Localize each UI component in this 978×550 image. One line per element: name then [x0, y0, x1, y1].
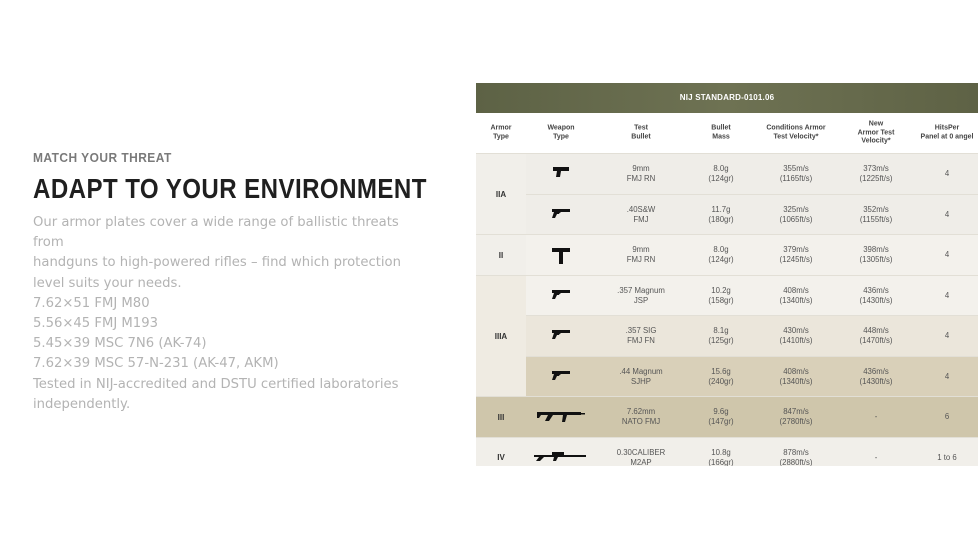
bullet-mass-cell: 10.2g (158gr): [708, 285, 734, 305]
submachine-gun-icon: [526, 247, 596, 263]
conditions-velocity-cell: 408m/s (1340ft/s): [779, 366, 813, 386]
eyebrow-label: MATCH YOUR THREAT: [33, 150, 172, 165]
intro-copy: [33, 213, 423, 415]
new-velocity-cell: 373m/s (1225ft/s): [859, 164, 893, 184]
section-headline: ADAPT TO YOUR ENVIRONMENT: [33, 173, 427, 204]
nij-standard-table: [476, 83, 978, 466]
new-velocity-cell: 436m/s (1430ft/s): [859, 366, 893, 386]
conditions-velocity-cell: 847m/s (2780ft/s): [779, 407, 813, 427]
hits-cell: 4: [944, 169, 950, 179]
armor-type-cell: IIIA: [476, 275, 526, 398]
bullet-mass-cell: 9.6g (147gr): [708, 407, 734, 427]
table-row: [526, 437, 978, 467]
hits-cell: 4: [944, 331, 950, 341]
assault-rifle-icon: [526, 409, 596, 425]
hits-cell: 6: [944, 412, 950, 422]
conditions-velocity-cell: 325m/s (1065ft/s): [779, 204, 813, 224]
bullet-mass-cell: 8.1g (125gr): [708, 326, 734, 346]
intro-line: handguns to high-powered rifles – find which protection: [33, 255, 401, 271]
table-header-row: [476, 113, 978, 153]
test-bullet-cell: .44 Magnum SJHP: [619, 366, 663, 386]
table-row: [526, 194, 978, 236]
bullet-mass-cell: 11.7g (180gr): [708, 204, 734, 224]
new-velocity-cell: 352m/s (1155ft/s): [859, 204, 893, 224]
conditions-velocity-cell: 408m/s (1340ft/s): [779, 285, 813, 305]
revolver-icon: [526, 288, 596, 304]
bullet-mass-cell: 15.6g (240gr): [708, 366, 734, 386]
pistol-icon: [526, 166, 596, 182]
new-velocity-cell: 448m/s (1470ft/s): [859, 326, 893, 346]
new-velocity-cell: 398m/s (1305ft/s): [859, 245, 893, 265]
table-row: [526, 275, 978, 317]
hits-cell: 4: [944, 371, 950, 381]
new-velocity-cell: 436m/s (1430ft/s): [859, 285, 893, 305]
table-row: [526, 396, 978, 438]
bullet-mass-cell: 8.0g (124gr): [708, 164, 734, 184]
hits-cell: 4: [944, 250, 950, 260]
header-bullet-mass: Bullet Mass: [711, 124, 731, 140]
intro-line: level suits your needs.: [33, 275, 182, 291]
intro-line: Our armor plates cover a wide range of ballistic threats from: [33, 215, 399, 251]
test-bullet-cell: .357 SIG FMJ FN: [625, 326, 657, 346]
threat-item: 5.45×39 MSC 7N6 (AK-74): [33, 336, 207, 352]
header-new-velocity: New Armor Test Velocity*: [857, 120, 895, 145]
intro-line: Tested in NIJ-accredited and DSTU certified laboratories: [33, 376, 399, 392]
table-row: [526, 356, 978, 398]
hits-cell: 1 to 6: [937, 452, 957, 462]
bullet-mass-cell: 10.8g (166gr): [708, 447, 734, 466]
table-row: [526, 234, 978, 276]
intro-section: [33, 150, 427, 415]
intro-line: independently.: [33, 396, 131, 412]
threat-item: 5.56×45 FMJ M193: [33, 316, 158, 332]
hits-cell: 4: [944, 209, 950, 219]
header-armor-type: Armor Type: [490, 124, 512, 140]
test-bullet-cell: .357 Magnum JSP: [617, 285, 665, 305]
revolver-icon: [526, 328, 596, 344]
conditions-velocity-cell: 430m/s (1410ft/s): [779, 326, 813, 346]
sniper-rifle-icon: [526, 450, 596, 466]
conditions-velocity-cell: 379m/s (1245ft/s): [779, 245, 813, 265]
armor-type-cell: II: [476, 234, 526, 276]
test-bullet-cell: 7.62mm NATO FMJ: [621, 407, 661, 427]
threat-item: 7.62×51 FMJ M80: [33, 295, 150, 311]
header-conditions-velocity: Conditions Armor Test Velocity*: [766, 124, 826, 140]
header-test-bullet: Test Bullet: [631, 124, 651, 140]
conditions-velocity-cell: 355m/s (1165ft/s): [779, 164, 813, 184]
revolver-icon: [526, 207, 596, 223]
armor-type-cell: III: [476, 396, 526, 438]
bullet-mass-cell: 8.0g (124gr): [708, 245, 734, 265]
test-bullet-cell: .40S&W FMJ: [626, 204, 656, 224]
armor-type-cell: IV: [476, 437, 526, 467]
header-hits-per-panel: HitsPer Panel at 0 angel: [920, 124, 974, 140]
header-weapon-type: Weapon Type: [547, 124, 575, 140]
test-bullet-cell: 9mm FMJ RN: [626, 245, 656, 265]
armor-type-cell: IIA: [476, 153, 526, 235]
revolver-icon: [526, 369, 596, 385]
test-bullet-cell: 9mm FMJ RN: [626, 164, 656, 184]
threat-item: 7.62×39 MSC 57-N-231 (AK-47, AKM): [33, 356, 279, 372]
table-row: [526, 315, 978, 357]
conditions-velocity-cell: 878m/s (2880ft/s): [779, 447, 813, 466]
test-bullet-cell: 0.30CALIBER M2AP: [616, 447, 666, 466]
new-velocity-cell: -: [874, 452, 878, 462]
table-row: [526, 153, 978, 195]
hits-cell: 4: [944, 290, 950, 300]
new-velocity-cell: -: [874, 412, 878, 422]
table-title: NIJ STANDARD-0101.06: [476, 83, 978, 113]
